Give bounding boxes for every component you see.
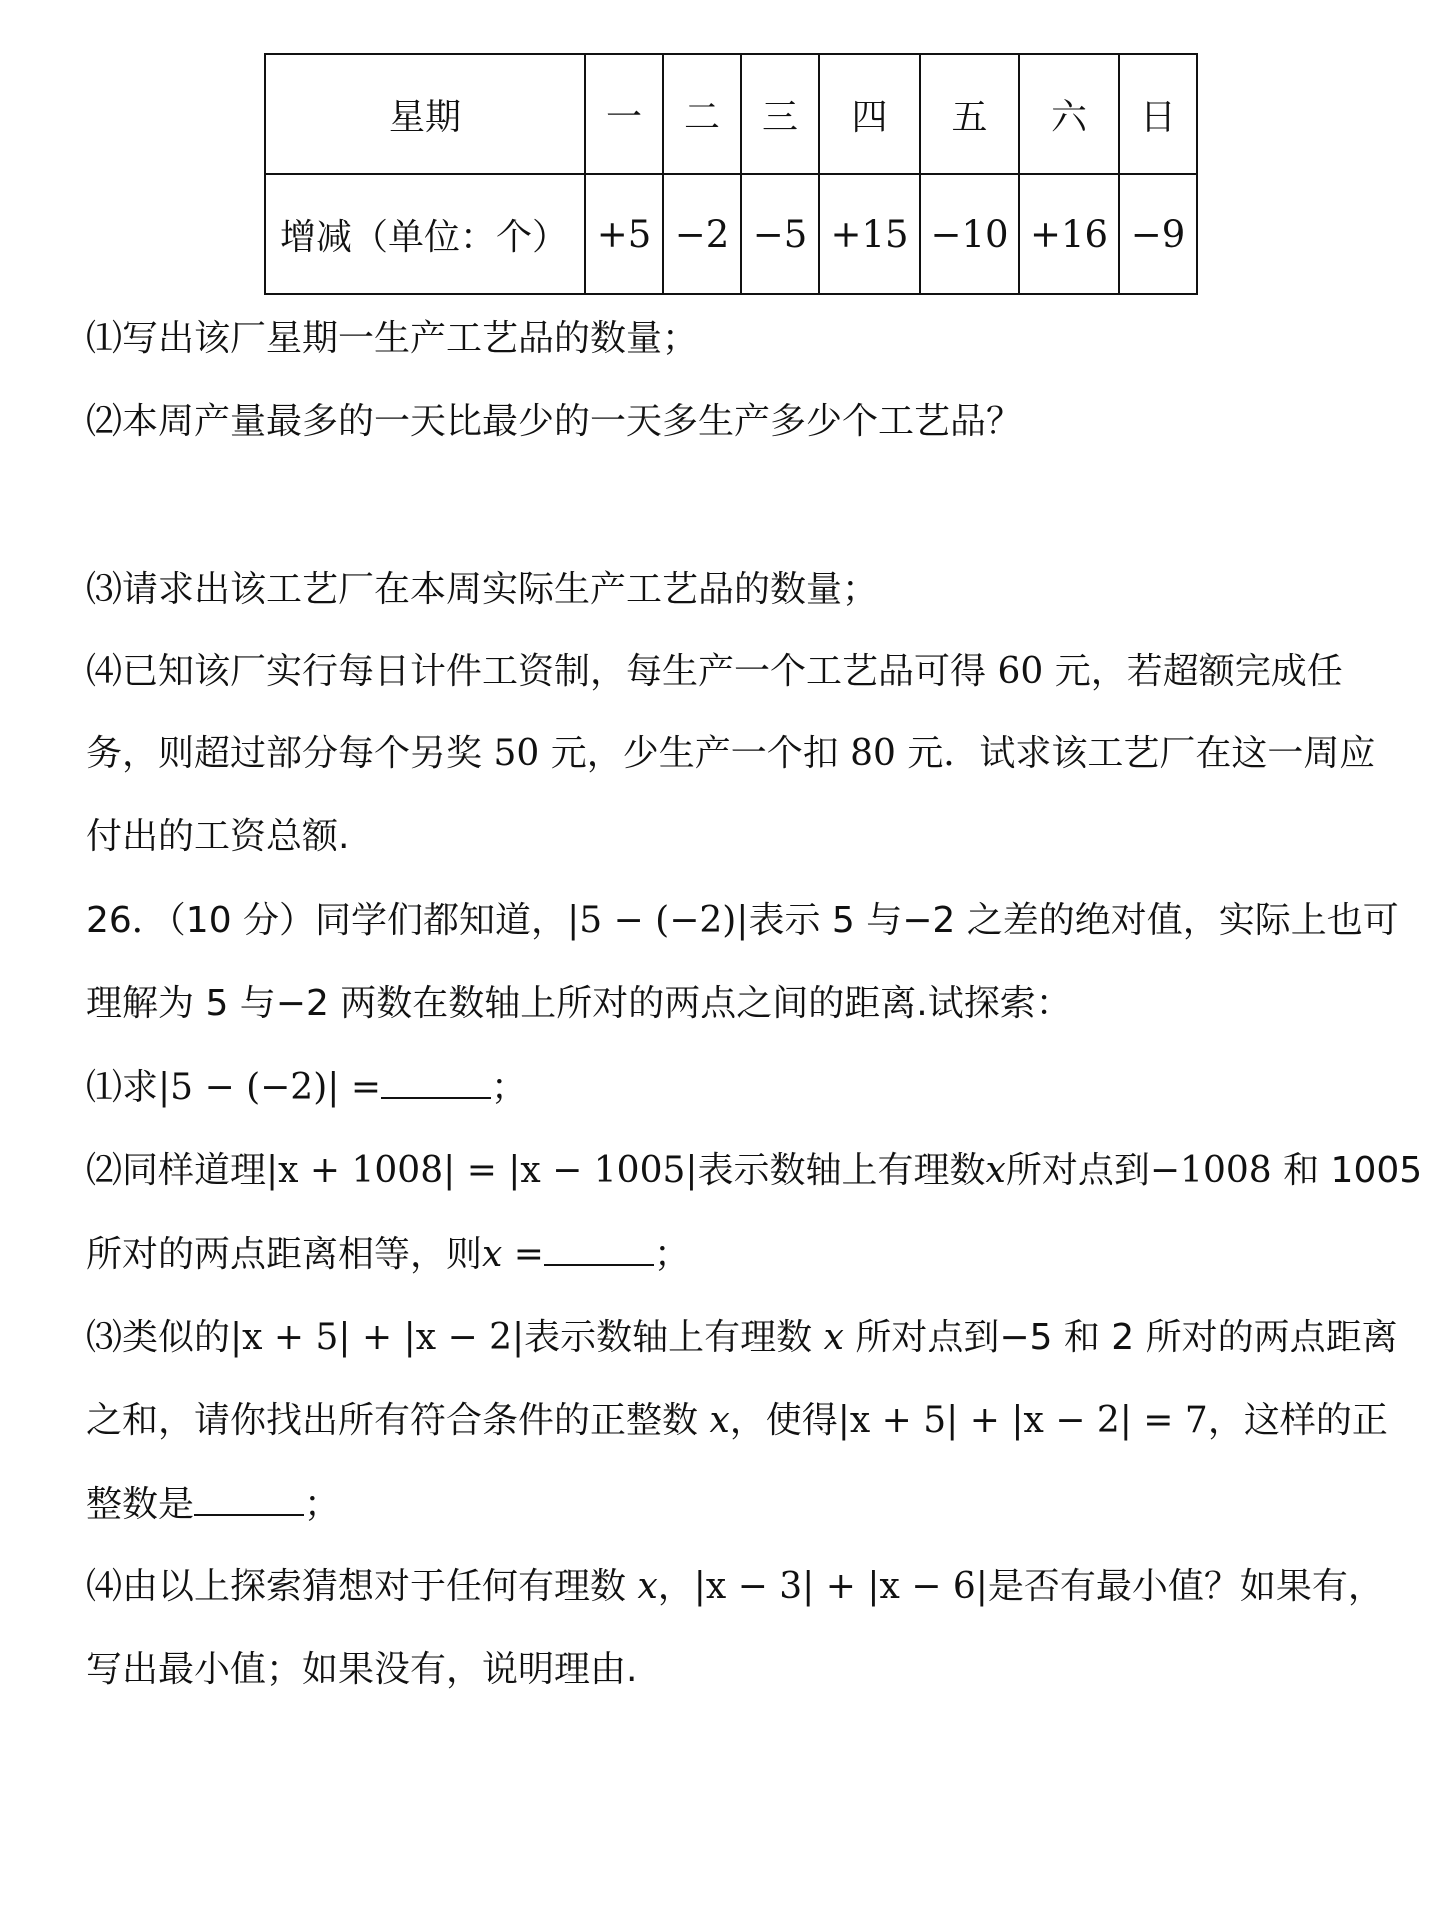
text-span: ⑵同样道理	[86, 1150, 267, 1191]
change-cell: −10	[920, 174, 1019, 294]
variable-x: x	[637, 1566, 658, 1607]
weekday-cell: 一	[585, 54, 663, 174]
weekday-cell: 三	[741, 54, 819, 174]
q26-part1	[86, 1063, 1376, 1112]
math-expression: |x + 5| + |x − 2| = 7	[837, 1400, 1208, 1441]
weekday-cell: 四	[819, 54, 920, 174]
q25-part1: ⑴写出该厂星期一生产工艺品的数量；	[86, 318, 699, 359]
variable-x: x	[709, 1400, 730, 1441]
text-span: ；	[653, 1234, 690, 1275]
math-expression: |5 − (−2)| =	[158, 1067, 381, 1108]
text-span: 元，若超额完成任	[1043, 651, 1343, 692]
text-span: 务，则超过部分每个另奖	[86, 733, 494, 774]
q25-part3: ⑶请求出该工艺厂在本周实际生产工艺品的数量；	[86, 569, 879, 610]
change-cell: −9	[1119, 174, 1197, 294]
text-span: ；	[304, 1484, 341, 1525]
change-cell: +5	[585, 174, 663, 294]
math-expression: |x − 3| + |x − 6|	[693, 1566, 988, 1607]
text-span: 和 1005	[1271, 1150, 1423, 1191]
q26-intro-line1	[86, 897, 1399, 945]
weekday-header-cell: 星期	[265, 54, 585, 174]
production-change-table	[264, 53, 1198, 295]
text-span: 是否有最小值？如果有，	[987, 1566, 1384, 1607]
text-span: ；	[491, 1067, 528, 1108]
number-span: 80	[850, 733, 896, 774]
q25-part4-line1	[86, 648, 1376, 696]
number-span: 60	[997, 651, 1044, 692]
q26-part3-line1	[86, 1314, 1398, 1362]
variable-x: x	[985, 1150, 1006, 1191]
answer-blank	[381, 1063, 491, 1099]
text-span: ⑷已知该厂实行每日计件工资制，每生产一个工艺品可得	[86, 651, 998, 692]
table-header-row	[265, 54, 1197, 174]
text-span: ，使得	[729, 1400, 838, 1441]
q25-part2: ⑵本周产量最多的一天比最少的一天多生产多少个工艺品？	[86, 401, 1023, 442]
math-expression: |5 − (−2)|	[567, 900, 749, 941]
change-row-label: 增减（单位：个）	[265, 174, 585, 294]
text-span: 所对的两点距离相等，则	[86, 1234, 483, 1275]
q26-part2-line2	[86, 1230, 1376, 1279]
q26-part2-line1	[86, 1147, 1423, 1195]
change-cell: +15	[819, 174, 920, 294]
answer-blank	[194, 1480, 304, 1516]
variable-x: x	[823, 1317, 844, 1358]
change-cell: −2	[663, 174, 741, 294]
text-span: ，	[657, 1566, 694, 1607]
math-expression: x =	[482, 1234, 544, 1275]
weekday-cell: 五	[920, 54, 1019, 174]
text-span: 之和，请你找出所有符合条件的正整数	[86, 1400, 710, 1441]
math-expression: |x + 5| + |x − 2|	[230, 1317, 525, 1358]
q25-part4-line2	[86, 730, 1376, 778]
number-span: 50	[493, 733, 540, 774]
text-span: 所对点到	[1005, 1150, 1150, 1191]
text-span: 表示 5 与−2 之差的绝对值，实际上也可	[748, 900, 1399, 941]
text-span: ，这样的正	[1207, 1400, 1388, 1441]
math-expression: |x + 1008| = |x − 1005|	[266, 1150, 698, 1191]
weekday-cell: 日	[1119, 54, 1197, 174]
q26-part3-line3	[86, 1480, 1376, 1529]
text-span: 元．试求该工艺厂在这一周应	[895, 733, 1376, 774]
text-span: 26．（10 分）同学们都知道，	[86, 900, 568, 941]
text-span: 整数是	[86, 1484, 195, 1525]
table-change-row	[265, 174, 1197, 294]
q26-part3-line2	[86, 1397, 1388, 1445]
q26-part4-line2: 写出最小值；如果没有，说明理由.	[86, 1649, 638, 1690]
text-span: ⑶类似的	[86, 1317, 231, 1358]
weekday-cell: 六	[1019, 54, 1119, 174]
text-span: 表示数轴上有理数	[524, 1317, 824, 1358]
answer-blank	[544, 1230, 654, 1266]
q26-part4-line1	[86, 1563, 1384, 1611]
text-span: 元，少生产一个扣	[539, 733, 851, 774]
change-cell: −5	[741, 174, 819, 294]
text-span: ⑴求	[86, 1067, 159, 1108]
q25-part4-line3: 付出的工资总额.	[86, 816, 350, 857]
weekday-cell: 二	[663, 54, 741, 174]
number-span: −1008	[1149, 1150, 1272, 1191]
change-cell: +16	[1019, 174, 1119, 294]
text-span: ⑷由以上探索猜想对于任何有理数	[86, 1566, 638, 1607]
text-span: 表示数轴上有理数	[697, 1150, 986, 1191]
q26-intro-line2: 理解为 5 与−2 两数在数轴上所对的两点之间的距离.试探索：	[86, 983, 1072, 1024]
text-span: 所对点到−5 和 2 所对的两点距离	[843, 1317, 1398, 1358]
